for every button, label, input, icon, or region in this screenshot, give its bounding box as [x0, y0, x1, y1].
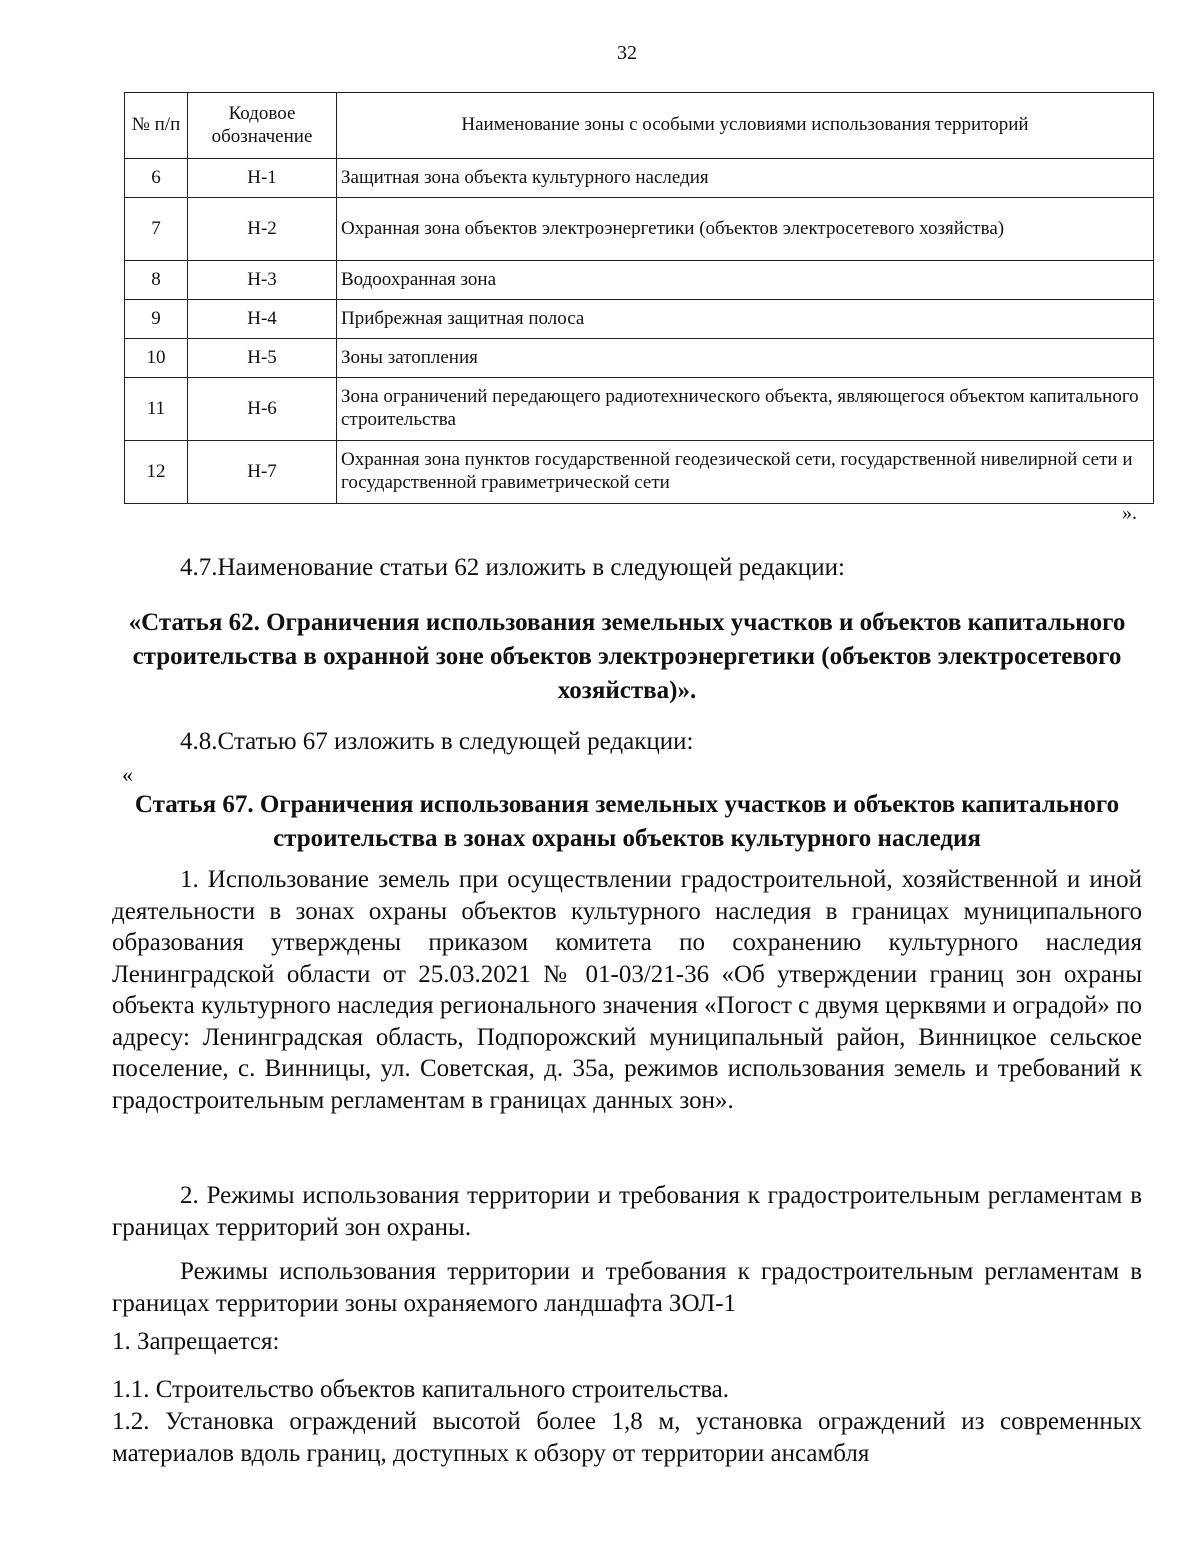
- row-code: Н-7: [188, 441, 337, 504]
- row-name: Прибрежная защитная полоса: [337, 300, 1154, 339]
- row-num: 8: [125, 261, 188, 300]
- article-67-open-quote: «: [122, 762, 133, 787]
- table-row: [125, 378, 1154, 441]
- header-code: Кодовое обозначение: [188, 93, 337, 159]
- table-row: [125, 441, 1154, 504]
- table-row: [125, 261, 1154, 300]
- row-num: 10: [125, 339, 188, 378]
- row-code: Н-2: [188, 198, 337, 261]
- row-num: 7: [125, 198, 188, 261]
- page-number: 32: [617, 42, 637, 64]
- table-closing-quote: ».: [1122, 502, 1137, 524]
- row-name: Зоны затопления: [337, 339, 1154, 378]
- row-code: Н-4: [188, 300, 337, 339]
- paragraph-5: 1.1. Строительство объектов капитального строительства.: [112, 1376, 730, 1403]
- row-num: 6: [125, 159, 188, 198]
- paragraph-1: 1. Использование земель при осуществлении градостроительной, хозяйственной и иной деятельности в зонах охраны объектов культурного наследия в границах муниципального образования утверждены приказом комитета по сохранению культурного наследия Ленинградской области от 25.03.2021 № 01-03/21-36 «Об утверждении границ зон охраны объекта культурного наследия регионального значения «Погост с двумя церквями и оградой» по адресу: Ленинградская область, Подпорожский муниципальный район, Винницкое сельское поселение, с. Винницы, ул. Советская, д. 35а, режимов использования земель и требований к градостроительным регламентам в границах данных зон».: [112, 866, 1142, 1114]
- row-code: Н-3: [188, 261, 337, 300]
- header-name: Наименование зоны с особыми условиями использования территорий: [337, 93, 1154, 159]
- table-row: [125, 198, 1154, 261]
- row-num: 12: [125, 441, 188, 504]
- row-code: Н-1: [188, 159, 337, 198]
- paragraph-2: 2. Режимы использования территории и требования к градостроительным регламентам в границах территорий зон охраны.: [112, 1182, 1142, 1241]
- article-62-heading: «Статья 62. Ограничения использования земельных участков и объектов капитального строительства в охранной зоне объектов электроэнергетики (объектов электросетевого хозяйства)».: [128, 609, 1126, 704]
- paragraph-4: 1. Запрещается:: [112, 1328, 280, 1355]
- paragraph-6: 1.2. Установка ограждений высотой более 1,8 м, установка ограждений из современных материалов вдоль границ, доступных к обзору от территории ансамбля: [112, 1408, 1142, 1467]
- row-name: Охранная зона пунктов государственной геодезической сети, государственной нивелирной сети и государственной гравиметрической сети: [337, 441, 1154, 504]
- table-row: [125, 339, 1154, 378]
- header-num: № п/п: [125, 93, 188, 159]
- row-code: Н-6: [188, 378, 337, 441]
- article-67-heading: Статья 67. Ограничения использования земельных участков и объектов капитального строительства в зонах охраны объектов культурного наследия: [134, 791, 1120, 852]
- table-header-row: [125, 93, 1154, 159]
- row-name: Охранная зона объектов электроэнергетики (объектов электросетевого хозяйства): [337, 198, 1154, 261]
- row-name: Защитная зона объекта культурного наследия: [337, 159, 1154, 198]
- table-row: [125, 300, 1154, 339]
- paragraph-3: Режимы использования территории и требования к градостроительным регламентам в границах территории зоны охраняемого ландшафта ЗОЛ-1: [112, 1258, 1142, 1317]
- row-name: Водоохранная зона: [337, 261, 1154, 300]
- zones-table: [124, 92, 1154, 504]
- section-4-8-text: 4.8.Статью 67 изложить в следующей редакции:: [180, 728, 694, 755]
- row-name: Зона ограничений передающего радиотехнического объекта, являющегося объектом капитального строительства: [337, 378, 1154, 441]
- section-4-7-text: 4.7.Наименование статьи 62 изложить в следующей редакции:: [180, 554, 845, 581]
- row-num: 11: [125, 378, 188, 441]
- table-row: [125, 159, 1154, 198]
- row-num: 9: [125, 300, 188, 339]
- row-code: Н-5: [188, 339, 337, 378]
